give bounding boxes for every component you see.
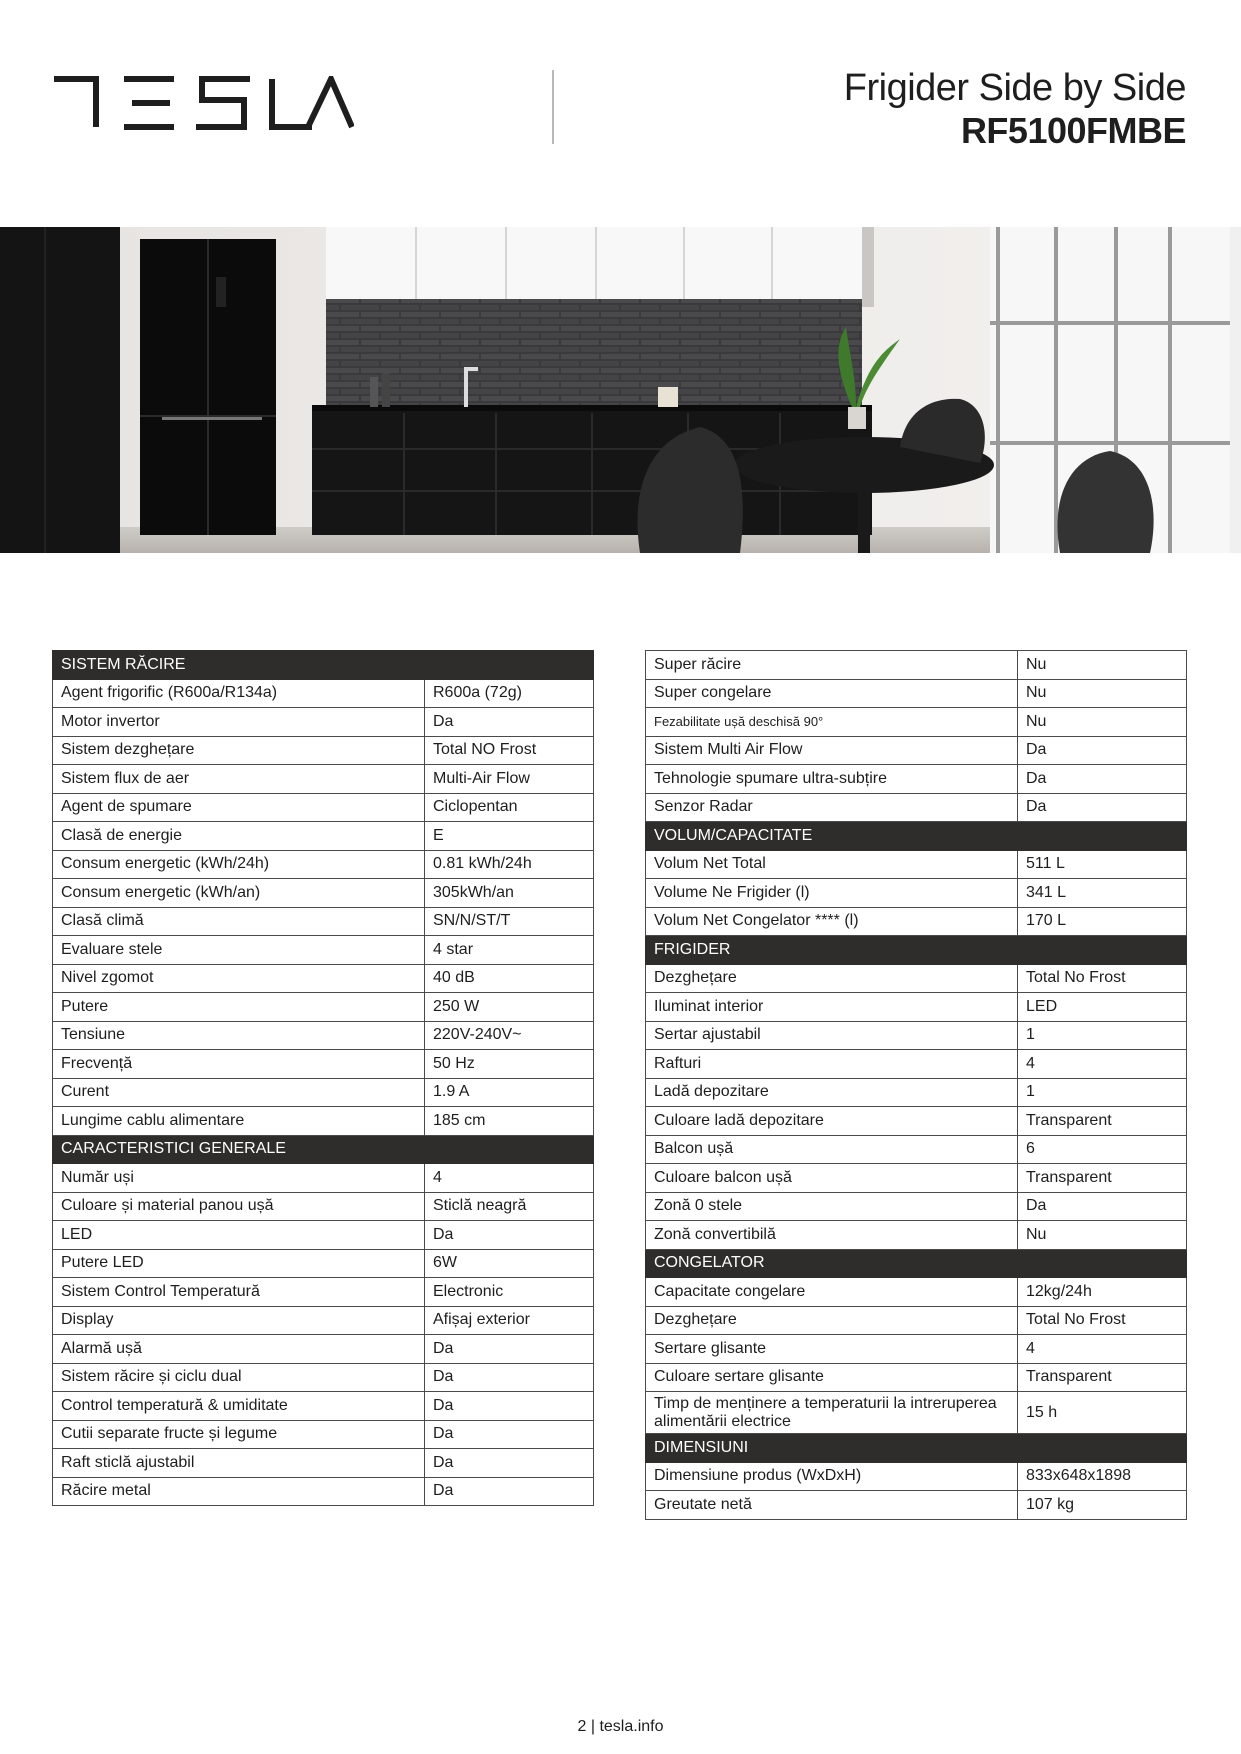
spec-value: Da: [425, 1477, 594, 1506]
spec-row: [646, 1107, 1187, 1136]
product-title: [844, 66, 1186, 152]
spec-label: Cutii separate fructe și legume: [53, 1420, 425, 1449]
spec-row: [646, 793, 1187, 822]
tesla-logo: [52, 76, 354, 130]
spec-row: [53, 879, 594, 908]
spec-row: [646, 736, 1187, 765]
spec-value: Da: [425, 1363, 594, 1392]
spec-label: Culoare și material panou ușă: [53, 1192, 425, 1221]
spec-value: 170 L: [1018, 907, 1187, 936]
spec-label: Sertar ajustabil: [646, 1021, 1018, 1050]
spec-value: Nu: [1018, 708, 1187, 737]
spec-label: Clasă de energie: [53, 822, 425, 851]
spec-value: 341 L: [1018, 879, 1187, 908]
spec-label: Curent: [53, 1078, 425, 1107]
product-model: RF5100FMBE: [960, 110, 1186, 151]
spec-label: Tehnologie spumare ultra-subțire: [646, 765, 1018, 794]
spec-value: Da: [425, 1392, 594, 1421]
spec-value: 4: [425, 1164, 594, 1193]
spec-row: [53, 964, 594, 993]
spec-value: 0.81 kWh/24h: [425, 850, 594, 879]
spec-label: Balcon ușă: [646, 1135, 1018, 1164]
kitchen-hero-image: [0, 227, 1241, 553]
spec-label: Putere LED: [53, 1249, 425, 1278]
spec-label: Nivel zgomot: [53, 964, 425, 993]
spec-row: [53, 1392, 594, 1421]
spec-label: Zonă convertibilă: [646, 1221, 1018, 1250]
spec-row: [53, 993, 594, 1022]
spec-row: [53, 1021, 594, 1050]
spec-row: [646, 1335, 1187, 1364]
spec-row: [53, 1249, 594, 1278]
spec-value: 4 star: [425, 936, 594, 965]
spec-label: LED: [53, 1221, 425, 1250]
spec-value: 833x648x1898: [1018, 1462, 1187, 1491]
spec-row: [646, 993, 1187, 1022]
spec-value: Total No Frost: [1018, 964, 1187, 993]
spec-value: 305kWh/an: [425, 879, 594, 908]
section-header-row: [53, 651, 594, 680]
spec-value: Nu: [1018, 1221, 1187, 1250]
spec-label: Putere: [53, 993, 425, 1022]
spec-label: Tensiune: [53, 1021, 425, 1050]
spec-row: [53, 1050, 594, 1079]
spec-label: Agent frigorific (R600a/R134a): [53, 679, 425, 708]
spec-row: [646, 1491, 1187, 1520]
spec-label: Senzor Radar: [646, 793, 1018, 822]
spec-row: [53, 736, 594, 765]
section-header-filler: [1018, 822, 1187, 851]
section-header-row: [646, 1249, 1187, 1278]
spec-value: Da: [1018, 1192, 1187, 1221]
spec-value: Da: [425, 1449, 594, 1478]
section-header-filler: [1018, 936, 1187, 965]
spec-label: Iluminat interior: [646, 993, 1018, 1022]
spec-label: Sistem Multi Air Flow: [646, 736, 1018, 765]
section-header: VOLUM/CAPACITATE: [646, 822, 1018, 851]
section-header: CONGELATOR: [646, 1249, 1018, 1278]
spec-label: Control temperatură & umiditate: [53, 1392, 425, 1421]
spec-row: [646, 1135, 1187, 1164]
spec-value: Da: [1018, 736, 1187, 765]
spec-label: Capacitate congelare: [646, 1278, 1018, 1307]
spec-row: [53, 1278, 594, 1307]
spec-row: [53, 708, 594, 737]
spec-value: Transparent: [1018, 1363, 1187, 1392]
spec-label: Clasă climă: [53, 907, 425, 936]
section-header-row: [646, 822, 1187, 851]
spec-row: [646, 1192, 1187, 1221]
spec-row: [53, 1335, 594, 1364]
spec-row: [53, 822, 594, 851]
spec-label: Greutate netă: [646, 1491, 1018, 1520]
spec-label: Dimensiune produs (WxDxH): [646, 1462, 1018, 1491]
spec-label: Zonă 0 stele: [646, 1192, 1018, 1221]
spec-label: Rafturi: [646, 1050, 1018, 1079]
spec-value: 15 h: [1018, 1392, 1187, 1434]
spec-row: [646, 907, 1187, 936]
spec-value: Da: [1018, 793, 1187, 822]
spec-value: 220V-240V~: [425, 1021, 594, 1050]
spec-row: [646, 1306, 1187, 1335]
spec-value: 1: [1018, 1078, 1187, 1107]
spec-row: [53, 793, 594, 822]
spec-label: Dezghețare: [646, 964, 1018, 993]
spec-label: Fezabilitate ușă deschisă 90°: [646, 708, 1018, 737]
spec-label: Volum Net Congelator **** (l): [646, 907, 1018, 936]
spec-value: LED: [1018, 993, 1187, 1022]
spec-value: 185 cm: [425, 1107, 594, 1136]
spec-value: Da: [425, 708, 594, 737]
spec-label: Timp de menținere a temperaturii la intreruperea alimentării electrice: [646, 1392, 1018, 1434]
spec-value: Transparent: [1018, 1107, 1187, 1136]
spec-value: 511 L: [1018, 850, 1187, 879]
spec-label: Consum energetic (kWh/an): [53, 879, 425, 908]
spec-row: [646, 850, 1187, 879]
spec-value: 40 dB: [425, 964, 594, 993]
spec-table-right-body: [646, 651, 1187, 1520]
spec-row: [646, 1221, 1187, 1250]
page-footer: 2 | tesla.info: [577, 1718, 664, 1735]
section-header: DIMENSIUNI: [646, 1434, 1018, 1463]
spec-row: [646, 1164, 1187, 1193]
spec-row: [53, 850, 594, 879]
spec-value: Da: [425, 1335, 594, 1364]
spec-row: [646, 765, 1187, 794]
header-divider: [552, 70, 554, 144]
spec-label: Agent de spumare: [53, 793, 425, 822]
spec-value: 4: [1018, 1335, 1187, 1364]
spec-label: Motor invertor: [53, 708, 425, 737]
spec-label: Super congelare: [646, 679, 1018, 708]
spec-row: [53, 679, 594, 708]
spec-value: 50 Hz: [425, 1050, 594, 1079]
spec-row: [646, 1392, 1187, 1434]
spec-row: [53, 1078, 594, 1107]
section-header-row: [646, 936, 1187, 965]
section-header-filler: [1018, 1434, 1187, 1463]
spec-value: 250 W: [425, 993, 594, 1022]
spec-value: Nu: [1018, 651, 1187, 680]
spec-row: [646, 1278, 1187, 1307]
spec-row: [646, 1050, 1187, 1079]
spec-row: [53, 1306, 594, 1335]
spec-row: [646, 964, 1187, 993]
spec-row: [53, 1107, 594, 1136]
section-header-filler: [425, 1135, 594, 1164]
spec-label: Display: [53, 1306, 425, 1335]
spec-label: Frecvență: [53, 1050, 425, 1079]
spec-value: Total NO Frost: [425, 736, 594, 765]
spec-value: 4: [1018, 1050, 1187, 1079]
spec-label: Sistem Control Temperatură: [53, 1278, 425, 1307]
spec-label: Sertare glisante: [646, 1335, 1018, 1364]
spec-row: [646, 651, 1187, 680]
section-header: CARACTERISTICI GENERALE: [53, 1135, 425, 1164]
spec-value: 12kg/24h: [1018, 1278, 1187, 1307]
spec-value: Da: [425, 1420, 594, 1449]
spec-label: Sistem dezghețare: [53, 736, 425, 765]
spec-label: Volume Ne Frigider (l): [646, 879, 1018, 908]
spec-value: Da: [1018, 765, 1187, 794]
spec-value: 6W: [425, 1249, 594, 1278]
spec-row: [53, 1164, 594, 1193]
spec-row: [646, 1021, 1187, 1050]
spec-row: [646, 1078, 1187, 1107]
spec-label: Ladă depozitare: [646, 1078, 1018, 1107]
spec-label: Culoare ladă depozitare: [646, 1107, 1018, 1136]
spec-label: Consum energetic (kWh/24h): [53, 850, 425, 879]
spec-value: Multi-Air Flow: [425, 765, 594, 794]
spec-table-left-body: [53, 651, 594, 1506]
spec-value: Transparent: [1018, 1164, 1187, 1193]
spec-label: Dezghețare: [646, 1306, 1018, 1335]
section-header: FRIGIDER: [646, 936, 1018, 965]
spec-value: R600a (72g): [425, 679, 594, 708]
spec-row: [53, 765, 594, 794]
spec-row: [53, 1363, 594, 1392]
section-header: SISTEM RĂCIRE: [53, 651, 425, 680]
spec-value: Electronic: [425, 1278, 594, 1307]
spec-value: 1: [1018, 1021, 1187, 1050]
spec-label: Alarmă ușă: [53, 1335, 425, 1364]
section-header-row: [53, 1135, 594, 1164]
spec-label: Super răcire: [646, 651, 1018, 680]
spec-row: [646, 708, 1187, 737]
spec-label: Evaluare stele: [53, 936, 425, 965]
spec-value: Nu: [1018, 679, 1187, 708]
spec-value: Sticlă neagră: [425, 1192, 594, 1221]
spec-label: Răcire metal: [53, 1477, 425, 1506]
spec-label: Raft sticlă ajustabil: [53, 1449, 425, 1478]
spec-value: 107 kg: [1018, 1491, 1187, 1520]
spec-label: Culoare sertare glisante: [646, 1363, 1018, 1392]
spec-value: 6: [1018, 1135, 1187, 1164]
spec-value: E: [425, 822, 594, 851]
section-header-row: [646, 1434, 1187, 1463]
spec-value: Afișaj exterior: [425, 1306, 594, 1335]
spec-row: [646, 1363, 1187, 1392]
spec-row: [53, 1449, 594, 1478]
spec-label: Număr uși: [53, 1164, 425, 1193]
spec-row: [53, 907, 594, 936]
spec-value: 1.9 A: [425, 1078, 594, 1107]
section-header-filler: [1018, 1249, 1187, 1278]
spec-row: [53, 1221, 594, 1250]
spec-value: SN/N/ST/T: [425, 907, 594, 936]
spec-row: [53, 1192, 594, 1221]
spec-row: [646, 879, 1187, 908]
spec-table-left: [52, 650, 594, 1506]
spec-row: [53, 936, 594, 965]
section-header-filler: [425, 651, 594, 680]
spec-label: Sistem răcire și ciclu dual: [53, 1363, 425, 1392]
spec-row: [646, 1462, 1187, 1491]
spec-label: Sistem flux de aer: [53, 765, 425, 794]
spec-row: [53, 1477, 594, 1506]
product-category: Frigider Side by Side: [843, 67, 1186, 109]
spec-value: Total No Frost: [1018, 1306, 1187, 1335]
spec-row: [646, 679, 1187, 708]
spec-table-right: [645, 650, 1187, 1520]
spec-value: Ciclopentan: [425, 793, 594, 822]
spec-label: Culoare balcon ușă: [646, 1164, 1018, 1193]
spec-row: [53, 1420, 594, 1449]
spec-value: Da: [425, 1221, 594, 1250]
spec-label: Volum Net Total: [646, 850, 1018, 879]
spec-label: Lungime cablu alimentare: [53, 1107, 425, 1136]
